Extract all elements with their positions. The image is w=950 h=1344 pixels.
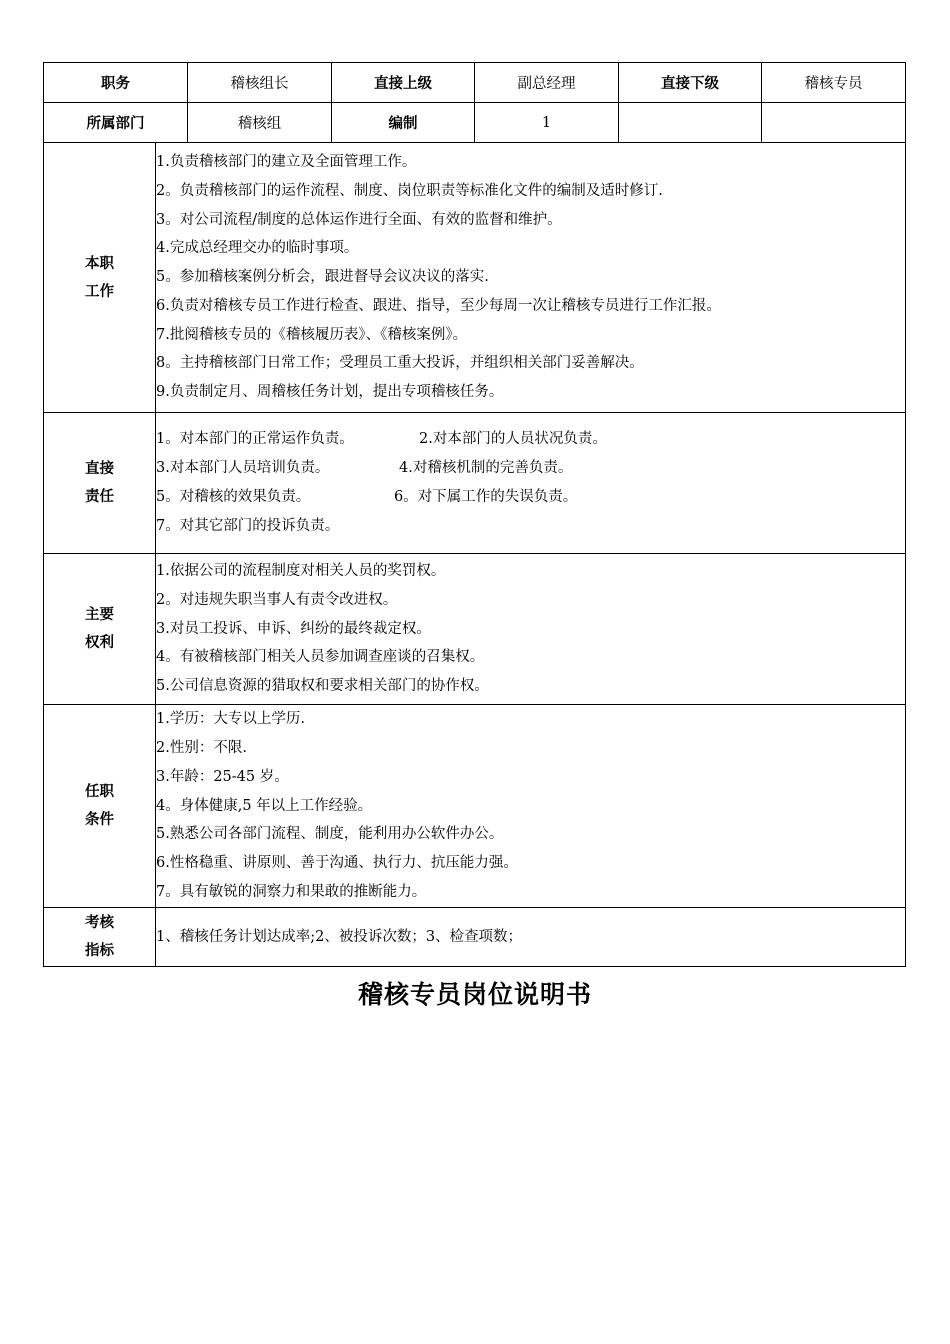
responsibility-row	[156, 425, 905, 454]
job-description-table	[43, 62, 906, 967]
qualifications-label-line1: 任职	[85, 784, 114, 800]
header-row-2	[44, 103, 906, 143]
duties-label	[44, 143, 156, 413]
duty-item: 8。主持稽核部门日常工作；受理员工重大投诉，并组织相关部门妥善解决。	[156, 355, 644, 372]
superior-label: 直接上级	[332, 63, 475, 103]
responsibility-item: 2.对本部门的人员状况负责。	[419, 431, 607, 448]
position-label: 职务	[44, 63, 188, 103]
duty-item: 5。参加稽核案例分析会，跟进督导会议决议的落实.	[156, 269, 489, 286]
duties-label-line2: 工作	[85, 283, 114, 300]
empty-cell-2	[762, 103, 906, 143]
responsibility-row	[156, 454, 905, 483]
responsibility-item: 5。对稽核的效果负责。	[156, 489, 311, 505]
subordinate-label: 直接下级	[619, 63, 762, 103]
duty-item: 3。对公司流程/制度的总体运作进行全面、有效的监督和维护。	[156, 211, 562, 228]
qualifications-content	[156, 705, 906, 908]
qualification-item: 5.熟悉公司各部门流程、制度，能利用办公软件办公。	[156, 826, 504, 843]
duties-label-line1: 本职	[85, 255, 114, 272]
kpi-label-line1: 考核	[85, 915, 114, 931]
responsibility-row	[156, 483, 905, 512]
right-item: 1.依据公司的流程制度对相关人员的奖罚权。	[156, 563, 446, 579]
responsibilities-label-line2: 责任	[85, 489, 114, 505]
qualifications-row	[44, 705, 906, 908]
empty-cell-1	[619, 103, 762, 143]
department-label: 所属部门	[44, 103, 188, 143]
duty-item: 9.负责制定月、周稽核任务计划，提出专项稽核任务。	[156, 384, 504, 401]
rights-label-line2: 权利	[85, 635, 114, 651]
right-item: 2。对违规失职当事人有责令改进权。	[156, 591, 398, 608]
right-item: 4。有被稽核部门相关人员参加调查座谈的召集权。	[156, 649, 485, 666]
responsibility-item: 3.对本部门人员培训负责。	[156, 460, 330, 477]
headcount-label: 编制	[332, 103, 475, 143]
duties-row	[44, 143, 906, 413]
superior-value: 副总经理	[475, 63, 619, 103]
rights-content	[156, 554, 906, 705]
duties-content	[156, 143, 906, 413]
responsibilities-label-line1: 直接	[85, 461, 114, 477]
right-item: 5.公司信息资源的猎取权和要求相关部门的协作权。	[156, 678, 489, 695]
responsibility-item: 1。对本部门的正常运作负责。	[156, 431, 354, 448]
kpi-label-line2: 指标	[85, 943, 114, 959]
kpi-label	[44, 908, 156, 967]
duty-item: 1.负责稽核部门的建立及全面管理工作。	[156, 153, 417, 170]
duty-item: 2。负责稽核部门的运作流程、制度、岗位职责等标准化文件的编制及适时修订.	[156, 182, 663, 199]
kpi-row	[44, 908, 906, 967]
rights-label-line1: 主要	[85, 607, 114, 623]
qualification-item: 1.学历：大专以上学历.	[156, 711, 305, 728]
next-document-title: 稽核专员岗位说明书	[357, 980, 592, 1009]
department-value: 稽核组	[188, 103, 332, 143]
qualifications-label-line2: 条件	[85, 812, 114, 828]
subordinate-value: 稽核专员	[762, 63, 906, 103]
rights-label	[44, 554, 156, 705]
duty-item: 6.负责对稽核专员工作进行检查、跟进、指导，至少每周一次让稽核专员进行工作汇报。	[156, 297, 721, 314]
qualification-item: 2.性别：不限.	[156, 740, 247, 756]
duty-item: 7.批阅稽核专员的《稽核履历表》、《稽核案例》。	[156, 326, 468, 343]
headcount-value: 1	[475, 103, 619, 143]
responsibility-item: 7。对其它部门的投诉负责。	[156, 517, 340, 534]
responsibilities-label	[44, 413, 156, 554]
right-item: 3.对员工投诉、申诉、纠纷的最终裁定权。	[156, 620, 431, 637]
duty-item: 4.完成总经理交办的临时事项。	[156, 240, 359, 257]
qualification-item: 3.年龄：25-45 岁。	[156, 768, 289, 785]
rights-row	[44, 554, 906, 705]
kpi-text: 1、稽核任务计划达成率;2、被投诉次数；3、检查项数；	[156, 928, 523, 945]
responsibilities-content	[156, 413, 906, 554]
header-row-1	[44, 63, 906, 103]
qualification-item: 4。身体健康,5 年以上工作经验。	[156, 797, 373, 814]
qualification-item: 7。具有敏锐的洞察力和果敢的推断能力。	[156, 883, 427, 900]
responsibilities-row	[44, 413, 906, 554]
position-value: 稽核组长	[188, 63, 332, 103]
responsibility-item: 6。对下属工作的失误负责。	[394, 489, 578, 505]
responsibility-item: 4.对稽核机制的完善负责。	[399, 460, 573, 477]
kpi-content	[156, 908, 906, 967]
qualifications-label	[44, 705, 156, 908]
qualification-item: 6.性格稳重、讲原则、善于沟通、执行力、抗压能力强。	[156, 855, 518, 872]
